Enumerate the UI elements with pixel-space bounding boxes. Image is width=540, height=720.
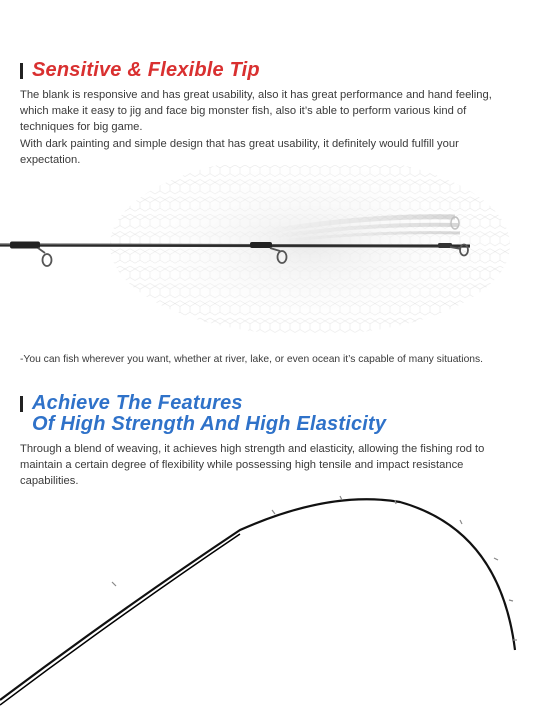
section1-paragraph1: The blank is responsive and has great usability, also it has great performance and hand feeling, which make it easy to jig and face big monster fish, also it’s able to perform various kind of techniques for big game. xyxy=(20,89,492,133)
section1-paragraph2: With dark painting and simple design that has great usability, it definitely would fulfill your expectation. xyxy=(20,138,459,166)
section2-heading-line1: Achieve The Features xyxy=(32,392,243,414)
rod-curve-image xyxy=(0,490,540,710)
section2-heading-line2: Of High Strength And High Elasticity xyxy=(32,413,387,435)
section1-heading-text: Sensitive & Flexible Tip xyxy=(32,59,260,81)
rod-curve-guides xyxy=(112,496,517,640)
rod-blank xyxy=(0,245,470,246)
section2-paragraph: Through a blend of weaving, it achieves high strength and elasticity, allowing the fishing rod to maintain a certain degree of flexibility while possessing high tensile and impact resistance capabilities. xyxy=(20,443,485,487)
section2-heading xyxy=(20,393,386,435)
section1-heading xyxy=(20,60,260,81)
heading-accent-bar xyxy=(20,396,23,412)
heading-accent-bar xyxy=(20,63,23,79)
rod-curve-blank xyxy=(0,499,515,700)
rod-tip-image xyxy=(0,165,540,335)
section1-caption: -You can fish wherever you want, whether at river, lake, or even ocean it’s capable of many situations. xyxy=(20,354,484,365)
